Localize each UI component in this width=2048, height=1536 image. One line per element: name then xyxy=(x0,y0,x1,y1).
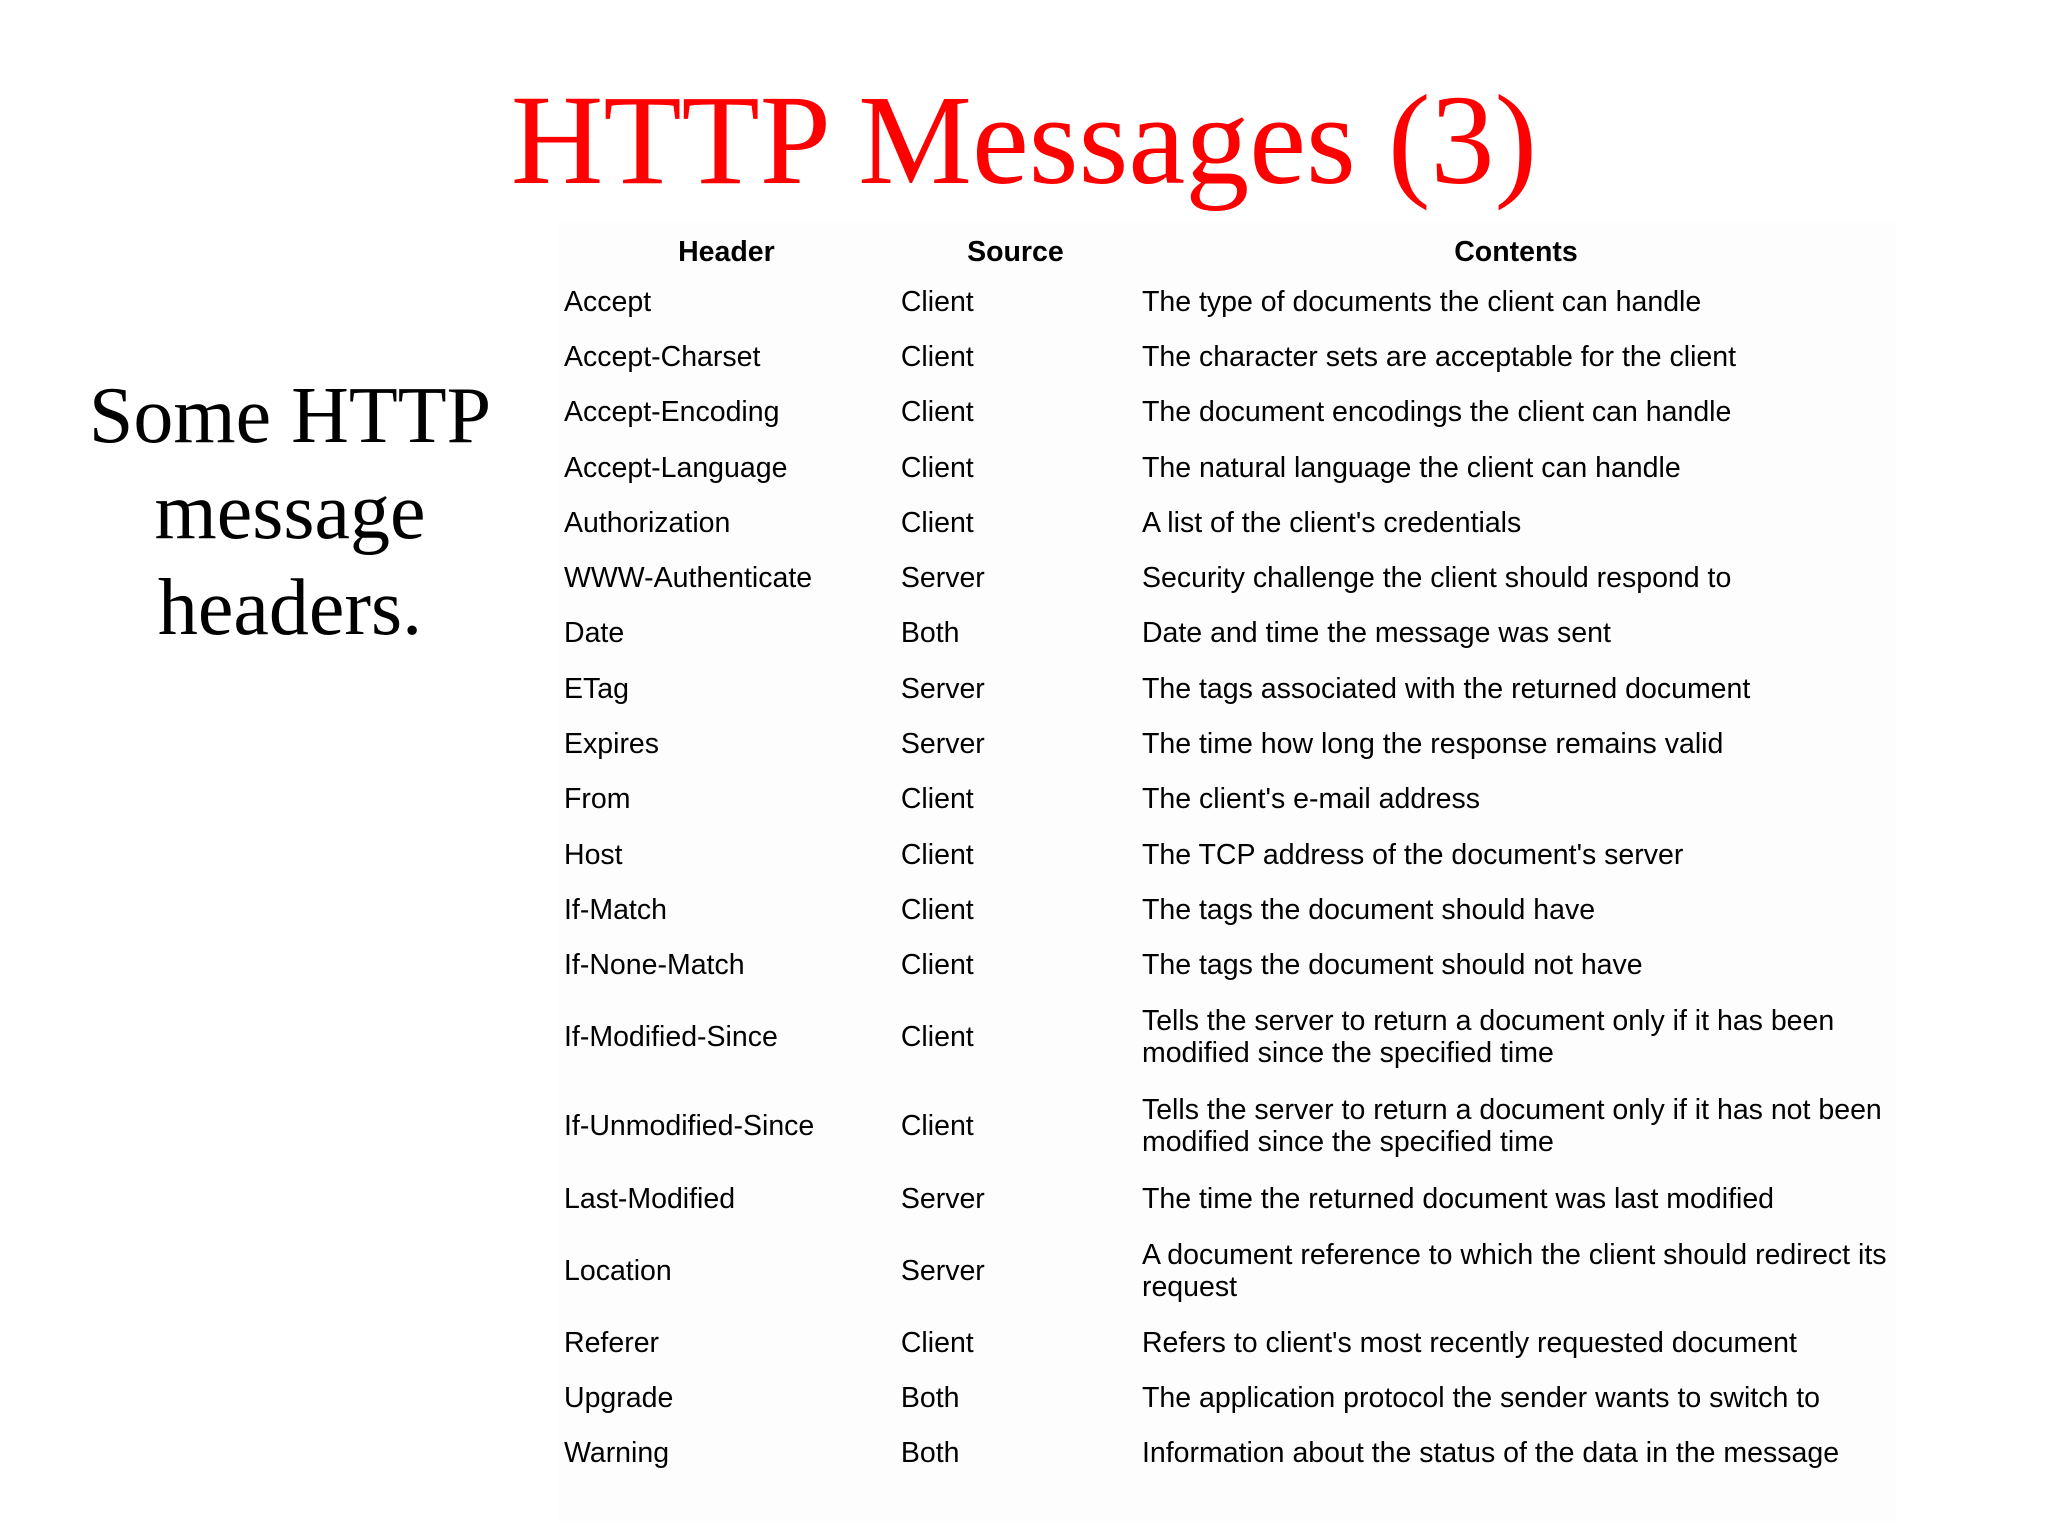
cell-header-name: ETag xyxy=(564,672,629,705)
cell-source: Client xyxy=(900,1021,974,1054)
side-caption-line: message xyxy=(154,468,426,556)
cell-header-name: If-None-Match xyxy=(564,949,745,982)
cell-contents-line: A document reference to which the client should redirect its xyxy=(1141,1238,1887,1271)
table-body xyxy=(558,274,1896,1481)
cell-source: Server xyxy=(900,1182,985,1215)
cell-source: Both xyxy=(900,617,960,650)
cell-contents: The application protocol the sender wants to switch to xyxy=(1141,1382,1820,1415)
side-caption-line: headers. xyxy=(157,564,423,652)
cell-source: Client xyxy=(900,783,974,816)
cell-source: Client xyxy=(900,1110,974,1143)
cell-contents: The tags the document should have xyxy=(1141,893,1596,926)
table-row xyxy=(558,1426,1896,1481)
cell-contents: The character sets are acceptable for the client xyxy=(1141,340,1737,373)
table-row xyxy=(558,1171,1896,1226)
cell-source: Server xyxy=(900,672,985,705)
cell-source: Client xyxy=(900,1326,974,1359)
cell-contents-line: request xyxy=(1141,1270,1238,1303)
cell-header-name: If-Match xyxy=(564,893,667,926)
cell-source: Client xyxy=(900,396,974,429)
cell-header-name: Last-Modified xyxy=(564,1182,736,1215)
cell-contents: Date and time the message was sent xyxy=(1141,617,1611,650)
cell-header-name: Accept xyxy=(564,285,652,318)
side-caption-line: Some HTTP xyxy=(88,372,492,460)
table-row xyxy=(558,1082,1896,1171)
table-row xyxy=(558,329,1896,384)
cell-contents xyxy=(1136,1082,1896,1171)
cell-header-name: Date xyxy=(564,617,625,650)
table-row xyxy=(558,385,1896,440)
cell-header-name: Expires xyxy=(564,728,660,761)
cell-source: Client xyxy=(900,949,974,982)
table-row xyxy=(558,495,1896,550)
cell-contents: The TCP address of the document's server xyxy=(1141,838,1684,871)
column-header-source: Source xyxy=(967,235,1064,268)
cell-source: Client xyxy=(900,340,974,373)
cell-contents: The natural language the client can handle xyxy=(1141,451,1681,484)
cell-contents: Information about the status of the data in the message xyxy=(1141,1437,1840,1470)
cell-contents-line: modified since the specified time xyxy=(1141,1037,1554,1070)
table-row xyxy=(558,993,1896,1082)
cell-header-name: Authorization xyxy=(564,506,731,539)
cell-contents: The tags associated with the returned document xyxy=(1141,672,1751,705)
cell-contents-line: Tells the server to return a document only if it has not been xyxy=(1141,1094,1882,1127)
table-row xyxy=(558,550,1896,605)
http-headers-table xyxy=(558,230,1896,1481)
side-caption xyxy=(80,368,500,656)
cell-header-name: Referer xyxy=(564,1326,660,1359)
column-header-contents: Contents xyxy=(1454,235,1578,268)
cell-source: Both xyxy=(900,1382,960,1415)
table-row xyxy=(558,1315,1896,1370)
cell-header-name: Upgrade xyxy=(564,1382,674,1415)
cell-header-name: Accept-Language xyxy=(564,451,788,484)
table-row xyxy=(558,827,1896,882)
table-row xyxy=(558,1226,1896,1315)
cell-contents-line: Tells the server to return a document only if it has been xyxy=(1141,1005,1835,1038)
cell-header-name: Accept-Encoding xyxy=(564,396,780,429)
cell-contents xyxy=(1136,1226,1896,1315)
table-row xyxy=(558,440,1896,495)
cell-contents: The document encodings the client can handle xyxy=(1141,396,1732,429)
cell-source: Server xyxy=(900,728,985,761)
table-row xyxy=(558,661,1896,716)
cell-contents: The tags the document should not have xyxy=(1141,949,1643,982)
cell-header-name: If-Modified-Since xyxy=(564,1021,778,1054)
cell-source: Both xyxy=(900,1437,960,1470)
table-row xyxy=(558,606,1896,661)
cell-source: Client xyxy=(900,506,974,539)
cell-contents: The client's e-mail address xyxy=(1141,783,1481,816)
headers-table-panel xyxy=(558,222,1896,1522)
cell-header-name: WWW-Authenticate xyxy=(564,562,813,595)
cell-header-name: Warning xyxy=(564,1437,670,1470)
table-row xyxy=(558,274,1896,329)
cell-source: Client xyxy=(900,838,974,871)
cell-contents: The time how long the response remains valid xyxy=(1141,728,1724,761)
cell-contents xyxy=(1136,993,1896,1082)
cell-source: Client xyxy=(900,451,974,484)
cell-source: Client xyxy=(900,285,974,318)
cell-source: Server xyxy=(900,1254,985,1287)
cell-header-name: Accept-Charset xyxy=(564,340,761,373)
cell-header-name: Location xyxy=(564,1254,672,1287)
cell-header-name: Host xyxy=(564,838,623,871)
table-row xyxy=(558,1370,1896,1425)
cell-contents: The type of documents the client can handle xyxy=(1141,285,1702,318)
cell-contents: A list of the client's credentials xyxy=(1141,506,1522,539)
cell-header-name: From xyxy=(564,783,631,816)
cell-contents: The time the returned document was last modified xyxy=(1141,1182,1775,1215)
cell-source: Server xyxy=(900,562,985,595)
table-row xyxy=(558,716,1896,771)
cell-contents-line: modified since the specified time xyxy=(1141,1126,1554,1159)
slide-title: HTTP Messages (3) xyxy=(510,69,1538,211)
table-row xyxy=(558,938,1896,993)
table-row xyxy=(558,882,1896,937)
column-header-header: Header xyxy=(678,235,775,268)
cell-header-name: If-Unmodified-Since xyxy=(564,1110,815,1143)
cell-source: Client xyxy=(900,893,974,926)
table-row xyxy=(558,772,1896,827)
table-header-row xyxy=(558,230,1896,274)
cell-contents: Security challenge the client should respond to xyxy=(1141,562,1732,595)
cell-contents: Refers to client's most recently requested document xyxy=(1141,1326,1797,1359)
